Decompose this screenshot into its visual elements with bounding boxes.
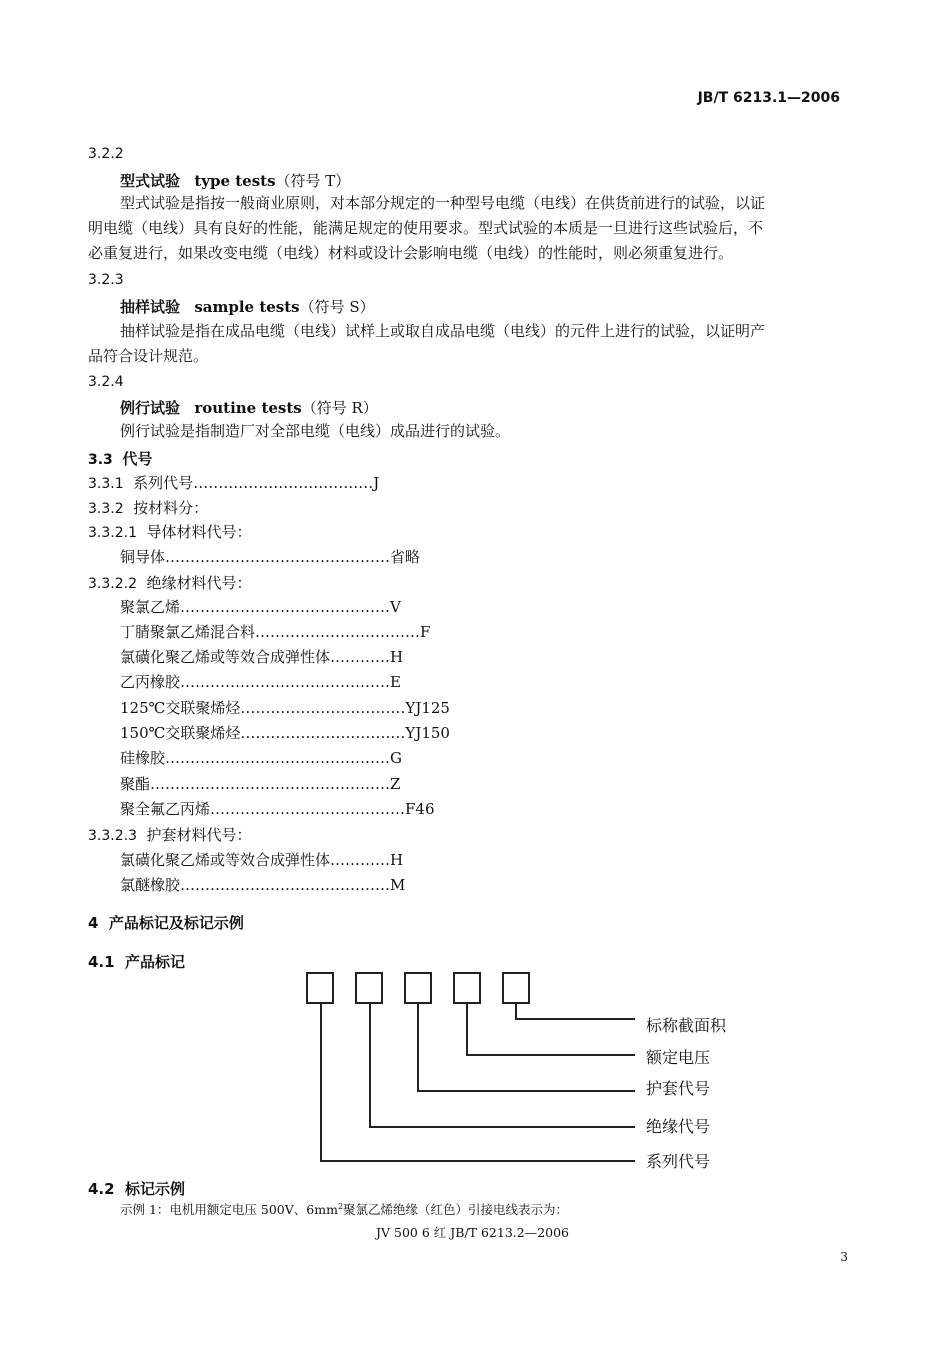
leader-line	[369, 1004, 371, 1128]
section-title: 产品标记及标记示例	[108, 914, 244, 932]
marking-box-insulation	[355, 972, 383, 1004]
code-value: H	[390, 851, 404, 869]
code-name: 乙丙橡胶	[120, 673, 181, 691]
term-symbol: （符号 S）	[299, 298, 375, 316]
marking-label: 标称截面积	[646, 1016, 727, 1035]
leader-dots: ……………………………	[240, 724, 406, 742]
section-number: 3.3.2.1	[88, 525, 137, 541]
code-line	[120, 722, 450, 743]
section-number: 3.3.2.3	[88, 828, 137, 844]
paragraph-line: 型式试验是指按一般商业原则，对本部分规定的一种型号电缆（电线）在供货前进行的试验，以证	[120, 194, 766, 212]
code-line	[120, 596, 401, 617]
example-superscript: 2	[337, 1201, 344, 1211]
term-symbol: （符号 R）	[301, 399, 378, 417]
term-symbol: （符号 T）	[275, 172, 351, 190]
code-line	[120, 546, 420, 567]
section-3-3-2-3	[88, 824, 252, 845]
leader-line	[320, 1004, 322, 1162]
marking-box-series	[306, 972, 334, 1004]
term-routine-tests	[120, 397, 378, 418]
marking-label: 额定电压	[646, 1048, 711, 1067]
leader-line	[320, 1160, 635, 1162]
section-3-2-2-number: 3.2.2	[88, 146, 124, 162]
code-value: J	[373, 474, 380, 492]
section-title: 标记示例	[125, 1180, 186, 1198]
section-4-1-heading	[88, 951, 185, 972]
code-line	[120, 646, 403, 667]
standard-number: JB/T 6213.1—2006	[697, 90, 840, 106]
leader-line	[417, 1004, 419, 1092]
leader-dots: …………………………………………	[150, 775, 391, 793]
marking-box-sheath	[404, 972, 432, 1004]
code-value: YJ150	[405, 724, 450, 742]
term-sample-tests	[120, 296, 375, 317]
section-3-3-2-2	[88, 572, 252, 593]
code-value: V	[390, 598, 401, 616]
code-name: 125℃交联聚烯烃	[120, 699, 241, 717]
section-3-3-heading	[88, 448, 152, 469]
section-title: 绝缘材料代号：	[146, 574, 252, 592]
marking-box-section	[502, 972, 530, 1004]
code-line	[120, 849, 403, 870]
code-name: 150℃交联聚烯烃	[120, 724, 241, 742]
leader-dots: …………	[330, 851, 391, 869]
leader-line	[417, 1090, 635, 1092]
code-name: 丁腈聚氯乙烯混合料	[120, 623, 256, 641]
code-line	[120, 874, 405, 895]
paragraph-line: 例行试验是指制造厂对全部电缆（电线）成品进行的试验。	[120, 422, 511, 440]
marking-box-voltage	[453, 972, 481, 1004]
leader-dots: ……………………………………	[180, 598, 391, 616]
section-number: 3.3.1	[88, 476, 124, 492]
code-name: 硅橡胶	[120, 749, 166, 767]
code-line	[120, 671, 401, 692]
example-suffix: 聚氯乙烯绝缘（红色）引接电线表示为：	[343, 1202, 569, 1217]
code-value: G	[390, 749, 402, 767]
code-line-series	[88, 472, 379, 493]
section-title: 代号	[122, 450, 153, 468]
leader-line	[466, 1004, 468, 1056]
term-en: routine tests	[194, 399, 302, 417]
leader-dots: ………………………………………	[165, 548, 391, 566]
leader-dots: …………………………………	[210, 800, 406, 818]
marking-label: 护套代号	[646, 1079, 711, 1098]
paragraph-line: 品符合设计规范。	[88, 347, 209, 365]
term-en: sample tests	[194, 298, 300, 316]
page-number: 3	[840, 1250, 848, 1264]
leader-dots: ……………………………	[255, 623, 421, 641]
section-title: 产品标记	[125, 953, 186, 971]
leader-line	[515, 1018, 635, 1020]
leader-line	[466, 1054, 635, 1056]
term-en: type tests	[194, 172, 276, 190]
code-name: 氯磺化聚乙烯或等效合成弹性体	[120, 851, 331, 869]
code-name: 氯醚橡胶	[120, 876, 181, 894]
code-name: 氯磺化聚乙烯或等效合成弹性体	[120, 648, 331, 666]
section-3-3-2	[88, 497, 208, 518]
section-title: 护套材料代号：	[146, 826, 252, 844]
code-value: 省略	[390, 548, 421, 566]
code-line	[120, 747, 402, 768]
leader-dots: ……………………………………	[180, 876, 391, 894]
term-cn: 例行试验	[120, 399, 181, 417]
section-3-2-3-number: 3.2.3	[88, 272, 124, 288]
section-number: 4.2	[88, 1180, 115, 1198]
section-3-2-4-number: 3.2.4	[88, 374, 124, 390]
paragraph-line: 抽样试验是指在成品电缆（电线）试样上或取自成品电缆（电线）的元件上进行的试验，以证明产	[120, 322, 766, 340]
example-prefix: 示例 1：电机用额定电压 500V、6mm	[120, 1202, 338, 1217]
code-value: H	[390, 648, 404, 666]
section-3-3-2-1	[88, 521, 252, 542]
code-name: 聚全氟乙丙烯	[120, 800, 211, 818]
term-cn: 型式试验	[120, 172, 181, 190]
paragraph-line: 必重复进行，如果改变电缆（电线）材料或设计会影响电缆（电线）的性能时，则必须重复进行。	[88, 244, 734, 262]
marking-label: 系列代号	[646, 1152, 711, 1171]
marking-label: 绝缘代号	[646, 1117, 711, 1136]
leader-dots: ……………………………	[240, 699, 406, 717]
example-1-text	[120, 1200, 568, 1218]
code-value: F46	[405, 800, 435, 818]
code-value: M	[390, 876, 406, 894]
code-line	[120, 773, 400, 794]
code-line	[120, 621, 430, 642]
code-name: 系列代号	[133, 474, 194, 492]
code-line	[120, 798, 435, 819]
code-value: Z	[390, 775, 401, 793]
section-4-heading	[88, 912, 244, 933]
leader-dots: …………	[330, 648, 391, 666]
term-type-tests	[120, 170, 350, 191]
section-number: 3.3.2.2	[88, 576, 137, 592]
section-number: 3.3	[88, 452, 113, 468]
leader-dots: ………………………………	[193, 474, 374, 492]
leader-line	[369, 1126, 635, 1128]
code-value: E	[390, 673, 401, 691]
example-1-code: JV 500 6 红 JB/T 6213.2—2006	[376, 1225, 570, 1240]
code-name: 聚氯乙烯	[120, 598, 181, 616]
paragraph-line: 明电缆（电线）具有良好的性能，能满足规定的使用要求。型式试验的本质是一旦进行这些试验后，不	[88, 219, 764, 237]
leader-dots: ………………………………………	[165, 749, 391, 767]
section-4-2-heading	[88, 1178, 185, 1199]
code-name: 铜导体	[120, 548, 166, 566]
section-number: 4	[88, 914, 99, 932]
code-value: YJ125	[405, 699, 450, 717]
code-line	[120, 697, 450, 718]
leader-dots: ……………………………………	[180, 673, 391, 691]
code-name: 聚酯	[120, 775, 151, 793]
section-number: 4.1	[88, 953, 115, 971]
section-title: 按材料分：	[133, 499, 209, 517]
section-number: 3.3.2	[88, 501, 124, 517]
code-value: F	[420, 623, 431, 641]
term-cn: 抽样试验	[120, 298, 181, 316]
section-title: 导体材料代号：	[146, 523, 252, 541]
